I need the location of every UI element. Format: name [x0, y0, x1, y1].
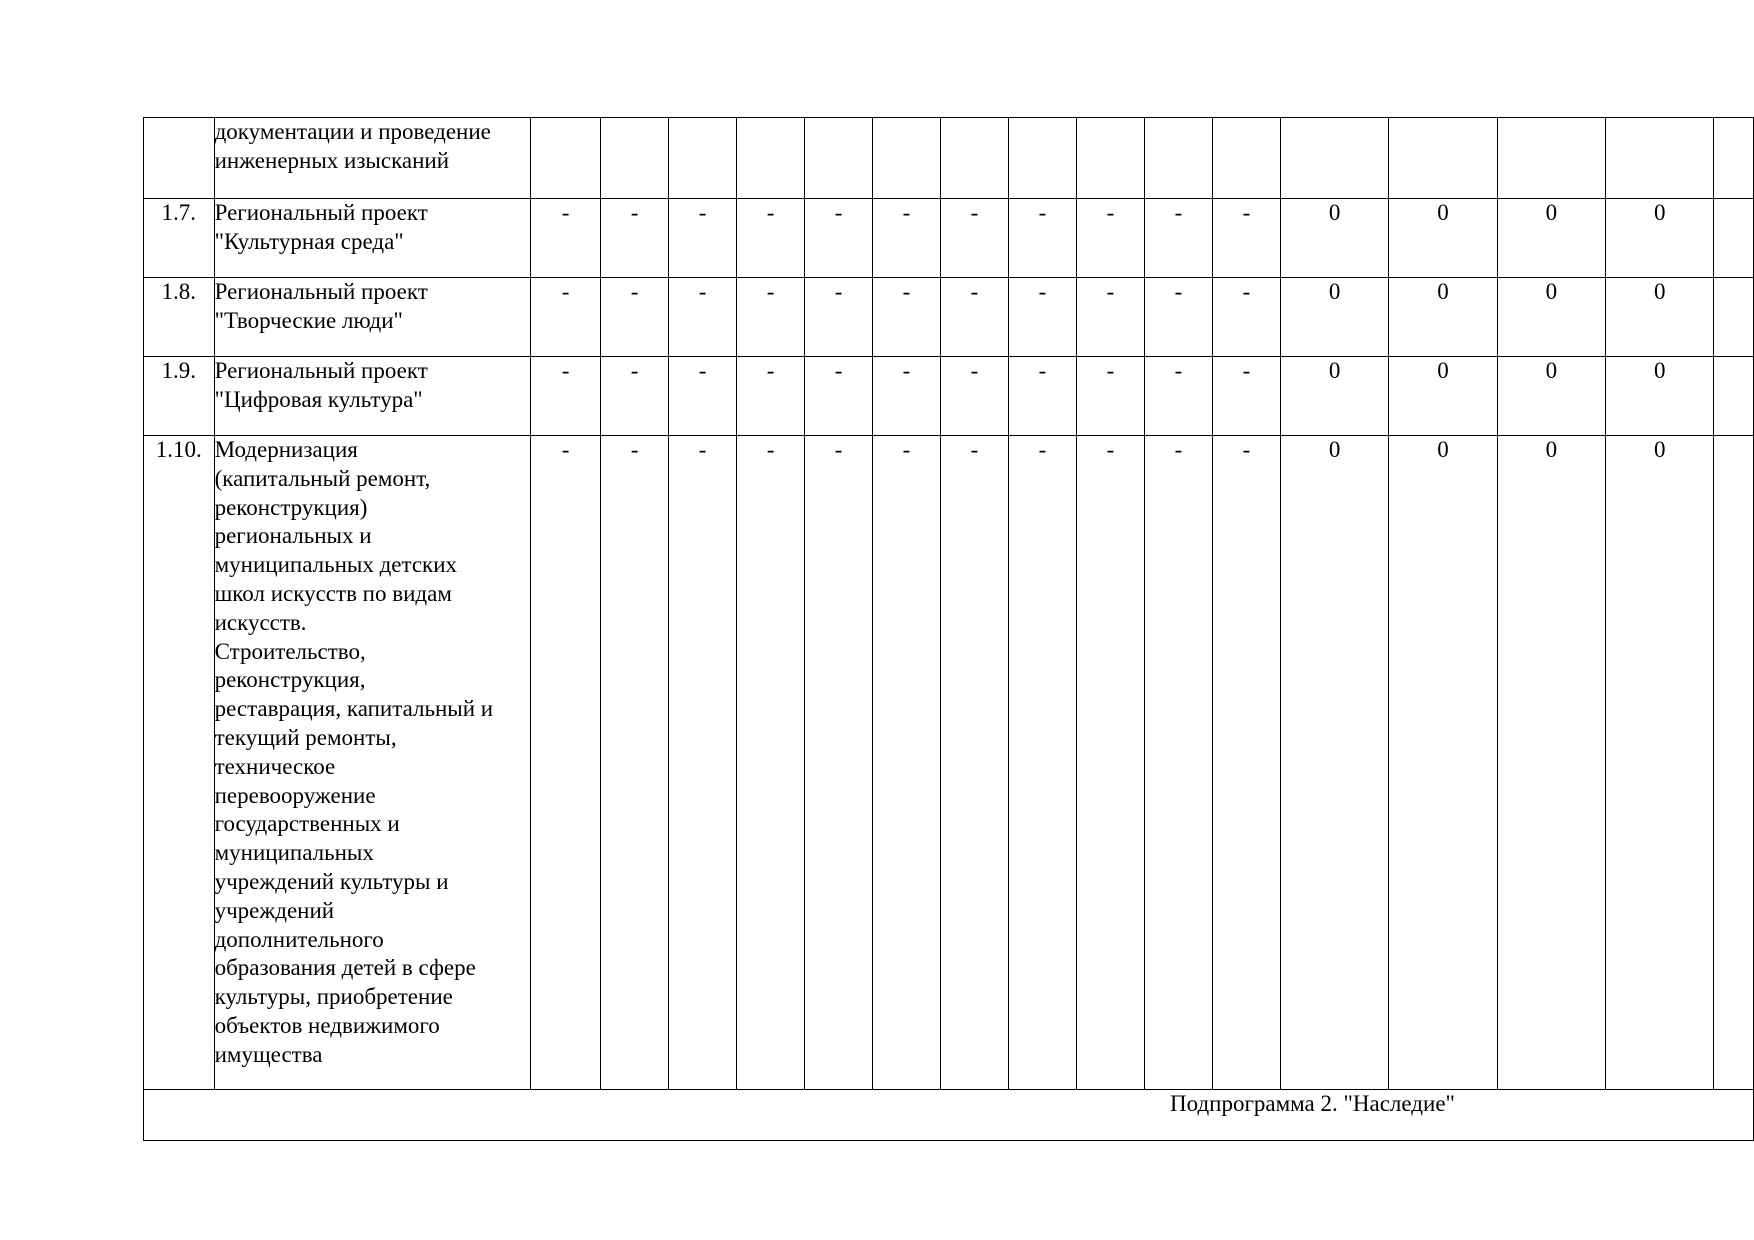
value-cell: 0: [1389, 278, 1497, 357]
value-cell: 0: [1389, 436, 1497, 1090]
value-cell: -: [1212, 278, 1280, 357]
value-cell: -: [601, 357, 669, 436]
value-cell: [601, 118, 669, 199]
value-cell: -: [737, 199, 805, 278]
value-cell: 0: [1389, 199, 1497, 278]
row-name-line: муниципальных детских: [214, 552, 458, 578]
row-name-line: государственных и: [214, 811, 400, 837]
row-name-line: образования детей в сфере: [214, 955, 476, 981]
value-cell: -: [737, 357, 805, 436]
row-name-line: "Цифровая культура": [214, 386, 423, 412]
value-cell: -: [1144, 357, 1212, 436]
value-cell: [1497, 118, 1605, 199]
value-cell: -: [941, 199, 1009, 278]
truncated-cell: [1714, 436, 1754, 1090]
value-cell: -: [873, 278, 941, 357]
value-cell: [1076, 118, 1144, 199]
value-cell: [669, 118, 737, 199]
table-row: [144, 436, 1754, 1090]
value-cell: 0: [1389, 357, 1497, 436]
row-name-line: учреждений: [214, 897, 335, 923]
value-cell: 0: [1497, 436, 1605, 1090]
value-cell: [1212, 118, 1280, 199]
value-cell: -: [531, 436, 601, 1090]
budget-table: [143, 117, 1754, 1141]
row-name: [214, 199, 531, 278]
value-cell: -: [941, 436, 1009, 1090]
value-cell: [873, 118, 941, 199]
row-name-line: документации и проведение: [214, 119, 491, 144]
row-name-line: школ искусств по видам: [214, 580, 452, 606]
row-name: [214, 118, 531, 199]
row-number: 1.8.: [144, 278, 215, 357]
value-cell: -: [1008, 357, 1076, 436]
subprogram-title-text: Подпрограмма 2. "Наследие": [1170, 1091, 1455, 1116]
value-cell: 0: [1606, 357, 1714, 436]
table-row: [144, 118, 1754, 199]
row-name-line: "Культурная среда": [214, 228, 404, 254]
value-cell: -: [1076, 199, 1144, 278]
row-name-line: реставрация, капитальный и: [214, 696, 494, 722]
value-cell: 0: [1280, 436, 1388, 1090]
value-cell: [531, 118, 601, 199]
row-name-line: реконструкция,: [214, 667, 366, 693]
value-cell: -: [1212, 199, 1280, 278]
row-name-line: Строительство,: [214, 638, 366, 664]
row-name-line: перевооружение: [214, 782, 376, 808]
value-cell: -: [1212, 436, 1280, 1090]
value-cell: 0: [1606, 278, 1714, 357]
row-name-line: региональных и: [214, 523, 372, 549]
value-cell: -: [805, 357, 873, 436]
value-cell: -: [531, 278, 601, 357]
row-name-line: (капитальный ремонт,: [214, 465, 431, 491]
value-cell: -: [941, 357, 1009, 436]
row-name-line: Модернизация: [214, 437, 358, 462]
row-name-line: учреждений культуры и: [214, 868, 449, 894]
row-name: [214, 357, 531, 436]
value-cell: [1280, 118, 1388, 199]
row-name-line: дополнительного: [214, 926, 384, 952]
value-cell: -: [1144, 199, 1212, 278]
row-name: [214, 278, 531, 357]
value-cell: -: [1008, 436, 1076, 1090]
truncated-cell: [1714, 278, 1754, 357]
row-number: 1.9.: [144, 357, 215, 436]
value-cell: -: [601, 199, 669, 278]
value-cell: -: [805, 278, 873, 357]
value-cell: -: [805, 199, 873, 278]
value-cell: -: [1144, 278, 1212, 357]
value-cell: -: [531, 199, 601, 278]
row-name-line: Региональный проект: [214, 279, 428, 304]
row-name-line: реконструкция): [214, 494, 368, 520]
value-cell: 0: [1280, 278, 1388, 357]
value-cell: 0: [1497, 199, 1605, 278]
value-cell: -: [941, 278, 1009, 357]
value-cell: -: [737, 436, 805, 1090]
row-name-line: Региональный проект: [214, 358, 428, 383]
table-row: [144, 357, 1754, 436]
value-cell: -: [1008, 278, 1076, 357]
row-number: 1.10.: [144, 436, 215, 1090]
row-number: 1.7.: [144, 199, 215, 278]
row-name-line: "Творческие люди": [214, 307, 403, 333]
value-cell: [1144, 118, 1212, 199]
row-number: [144, 118, 215, 199]
truncated-cell: [1714, 118, 1754, 199]
value-cell: -: [669, 278, 737, 357]
value-cell: -: [601, 278, 669, 357]
value-cell: -: [805, 436, 873, 1090]
value-cell: 0: [1606, 436, 1714, 1090]
truncated-cell: [1714, 199, 1754, 278]
value-cell: 0: [1606, 199, 1714, 278]
row-name-line: муниципальных: [214, 840, 374, 866]
table-row: [144, 278, 1754, 357]
value-cell: [1008, 118, 1076, 199]
value-cell: -: [669, 436, 737, 1090]
row-name-line: Региональный проект: [214, 200, 428, 225]
value-cell: -: [1076, 357, 1144, 436]
table-row: [144, 199, 1754, 278]
value-cell: -: [873, 436, 941, 1090]
value-cell: 0: [1497, 278, 1605, 357]
row-name-line: инженерных изысканий: [214, 147, 450, 173]
row-name-line: искусств.: [214, 609, 307, 635]
value-cell: -: [531, 357, 601, 436]
value-cell: -: [669, 357, 737, 436]
value-cell: -: [873, 199, 941, 278]
value-cell: -: [669, 199, 737, 278]
value-cell: -: [737, 278, 805, 357]
value-cell: -: [1076, 278, 1144, 357]
value-cell: 0: [1280, 199, 1388, 278]
value-cell: -: [601, 436, 669, 1090]
row-name-line: текущий ремонты,: [214, 724, 397, 750]
value-cell: -: [1212, 357, 1280, 436]
row-name-line: культуры, приобретение: [214, 984, 453, 1010]
value-cell: [1389, 118, 1497, 199]
value-cell: -: [1076, 436, 1144, 1090]
value-cell: [1606, 118, 1714, 199]
row-name: [214, 436, 531, 1090]
table-body: [144, 118, 1754, 1141]
value-cell: [941, 118, 1009, 199]
value-cell: [805, 118, 873, 199]
row-name-line: имущества: [214, 1041, 323, 1067]
value-cell: -: [1008, 199, 1076, 278]
value-cell: 0: [1280, 357, 1388, 436]
value-cell: -: [1144, 436, 1212, 1090]
truncated-cell: [1714, 357, 1754, 436]
value-cell: -: [873, 357, 941, 436]
value-cell: 0: [1497, 357, 1605, 436]
row-name-line: техническое: [214, 753, 336, 779]
value-cell: [737, 118, 805, 199]
subprogram-title: [144, 1090, 1754, 1141]
subprogram-row: [144, 1090, 1754, 1141]
row-name-line: объектов недвижимого: [214, 1012, 440, 1038]
